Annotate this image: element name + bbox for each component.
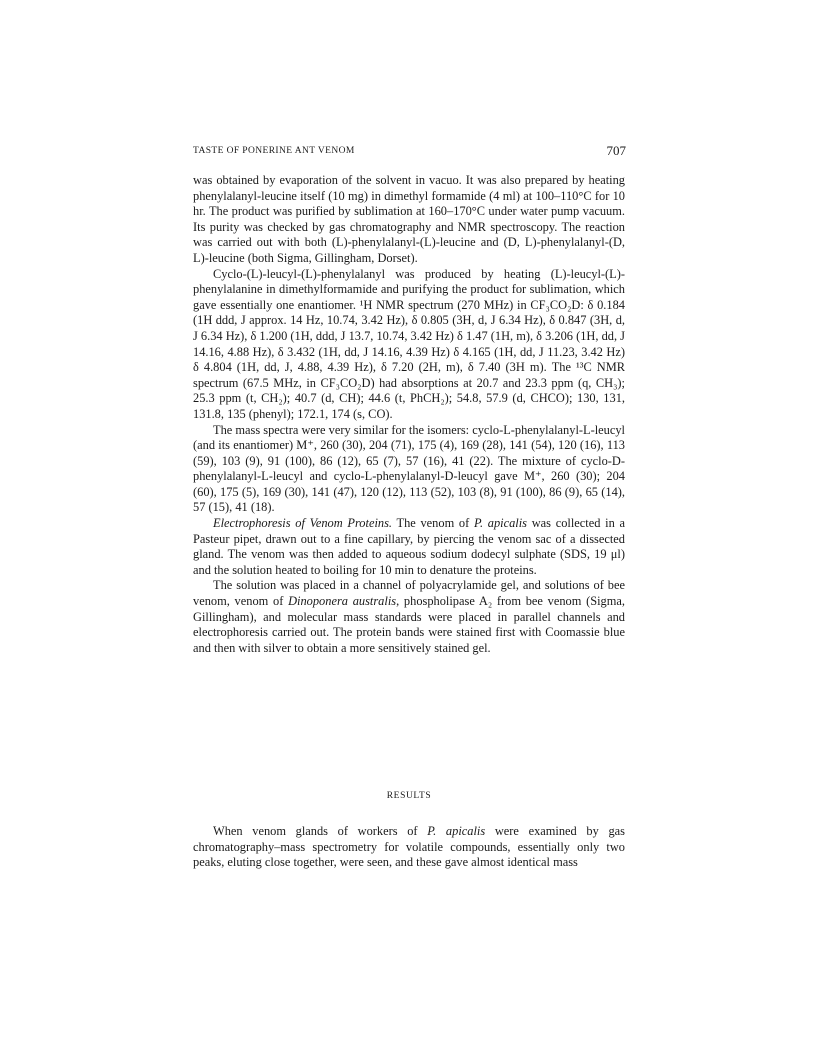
section-title-electrophoresis: Electrophoresis of Venom Proteins. xyxy=(213,516,392,531)
paragraph-electrophoresis xyxy=(193,516,625,578)
section-heading-results: RESULTS xyxy=(386,791,432,801)
electrophoresis-text-b: was collected in a Pasteur pipet, drawn out to a fine capillary, by piercing the venom sac of a dissected gland. The venom was then added to aqueous sodium dodecyl sulphate (SDS, 19 μl) and the solution heated to boiling for 10 min to denature the proteins. xyxy=(193,516,625,577)
paragraph-mass-spectra: The mass spectra were very similar for the isomers: cyclo-L-phenylalanyl-L-leucyl (and its enantiomer) M⁺, 260 (30), 204 (71), 175 (4), 169 (28), 141 (54), 120 (16), 113 (59), 103 (9), 91 (100), 86 (12), 65 (7), 57 (16), 41 (22). The mixture of cyclo-D-phenylalanyl-L-leucyl and cyclo-L-phenylalanyl-D-leucyl gave M⁺, 260 (30); 204 (60), 175 (5), 169 (30), 141 (47), 120 (12), 113 (52), 103 (8), 91 (100), 86 (9), 65 (14), 57 (15), 41 (18). xyxy=(193,422,625,515)
species-name: Dinoponera australis xyxy=(288,594,397,609)
electrophoresis-text-a: The venom of xyxy=(392,516,474,531)
page-number: 707 xyxy=(606,143,626,158)
paragraph-gel xyxy=(193,578,625,656)
gel-text-b: , phospholipase A₂ from bee venom (Sigma, Gillingham), and molecular mass standards were placed in parallel channels and electrophoresis carried out. The protein bands were stained first with Coomassie blue and then with silver to obtain a more sensitively stained gel. xyxy=(193,594,625,655)
paragraph-synthesis: was obtained by evaporation of the solvent in vacuo. It was also prepared by heating phenylalanyl-leucine itself (10 mg) in dimethyl formamide (4 ml) at 100–110°C for 10 hr. The product was purified by sublimation at 160–170°C under water pump vacuum. Its purity was checked by gas chromatography and NMR spectroscopy. The reaction was carried out with both (L)-phenylalanyl-(L)-leucine and (D, L)-phenylalanyl-(D, L)-leucine (both Sigma, Gillingham, Dorset). xyxy=(193,173,625,265)
results-text-a: When venom glands of workers of xyxy=(213,824,428,838)
paragraph-nmr: Cyclo-(L)-leucyl-(L)-phenylalanyl was produced by heating (L)-leucyl-(L)-phenylalanine in dimethylformamide and purifying the product for sublimation, which gave essentially one enantiomer. ¹H NMR spectrum (270 MHz) in CF₃CO₂D: δ 0.184 (1H ddd, J approx. 14 Hz, 10.74, 3.42 Hz), δ 0.805 (3H, d, J 6.34 Hz), δ 0.847 (3H, d, J 6.34 Hz), δ 1.200 (1H, ddd, J 13.7, 10.74, 3.42 Hz) δ 1.47 (1H, m), δ 3.206 (1H, dd, J 14.16, 4.88 Hz), δ 3.432 (1H, dd, J 14.16, 4.39 Hz) δ 4.165 (1H, dd, J 11.23, 3.42 Hz) δ 4.804 (1H, dd, J, 4.88, 4.39 Hz), δ 7.20 (2H, m), δ 7.40 (3H m). The ¹³C NMR spectrum (67.5 MHz, in CF₃CO₂D) had absorptions at 20.7 and 23.3 ppm (q, CH₃); 25.3 ppm (t, CH₂); 40.7 (d, CH); 44.6 (t, PhCH₂); 54.8, 57.9 (d, CHCO); 130, 131, 131.8, 135 (phenyl); 172.1, 174 (s, CO). xyxy=(193,266,625,421)
species-name: P. apicalis xyxy=(473,516,527,531)
results-text xyxy=(193,824,625,871)
results-text-b: were examined by gas chromatography–mass spectrometry for volatile compounds, essentially only two peaks, eluting close together, were seen, and these gave almost identical mass xyxy=(193,824,625,870)
species-name: P. apicalis xyxy=(427,824,486,838)
gel-text-a: The solution was placed in a channel of polyacrylamide gel, and solutions of bee venom, venom of xyxy=(193,578,625,609)
methods-text xyxy=(193,173,625,656)
running-head: TASTE OF PONERINE ANT VENOM xyxy=(193,146,355,156)
paragraph-results xyxy=(193,824,625,871)
